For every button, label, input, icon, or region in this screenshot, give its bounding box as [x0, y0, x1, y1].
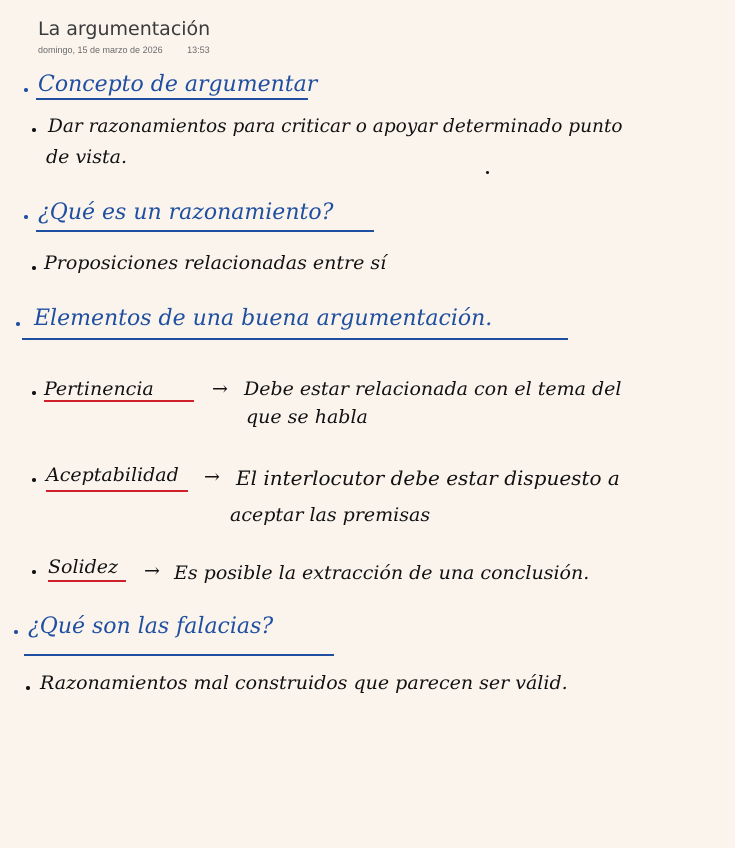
bullet-dot — [32, 391, 36, 395]
arrow-icon: → — [144, 560, 160, 582]
arrow-icon: → — [204, 466, 220, 488]
bullet-dot — [16, 322, 20, 326]
page-meta — [38, 45, 232, 55]
page-time: 13:53 — [187, 45, 210, 55]
concept-text-line1: Dar razonamientos para criticar o apoyar determinado punto — [48, 116, 623, 137]
concept-text-line2: de vista. — [46, 146, 128, 168]
element-desc-line1: Debe estar relacionada con el tema del — [244, 378, 622, 400]
heading-fallacies: ¿Qué son las falacias? — [28, 614, 274, 639]
element-desc-line1: El interlocutor debe estar dispuesto a — [236, 466, 620, 490]
bullet-dot — [32, 128, 36, 132]
heading-underline — [36, 98, 308, 100]
element-desc-line2: que se habla — [246, 406, 368, 428]
stray-ink-dot — [486, 171, 489, 174]
heading-underline — [24, 654, 334, 656]
heading-concept: Concepto de argumentar — [38, 72, 318, 97]
bullet-dot — [24, 215, 28, 219]
fallacies-text: Razonamientos mal construidos que parecen ser válid. — [40, 672, 568, 694]
term-underline — [46, 490, 188, 492]
heading-elements: Elementos de una buena argumentación. — [34, 306, 493, 331]
reasoning-text: Proposiciones relacionadas entre sí — [44, 252, 387, 274]
element-desc-line2: aceptar las premisas — [230, 504, 431, 526]
page-title[interactable]: La argumentación — [38, 18, 211, 40]
element-term-solidity: Solidez — [48, 556, 119, 578]
heading-underline — [22, 338, 568, 340]
heading-underline — [36, 230, 374, 232]
bullet-dot — [32, 570, 36, 574]
bullet-dot — [26, 686, 30, 690]
bullet-dot — [32, 266, 36, 270]
bullet-dot — [24, 88, 28, 92]
element-term-acceptability: Aceptabilidad — [46, 464, 179, 486]
term-underline — [44, 400, 194, 402]
term-underline — [48, 580, 126, 582]
heading-reasoning: ¿Qué es un razonamiento? — [38, 200, 334, 225]
element-desc-line1: Es posible la extracción de una conclusión. — [174, 562, 590, 584]
bullet-dot — [32, 478, 36, 482]
element-term-pertinence: Pertinencia — [44, 378, 154, 400]
bullet-dot — [14, 630, 18, 634]
page-date: domingo, 15 de marzo de 2026 — [38, 45, 163, 55]
arrow-icon: → — [212, 378, 228, 400]
